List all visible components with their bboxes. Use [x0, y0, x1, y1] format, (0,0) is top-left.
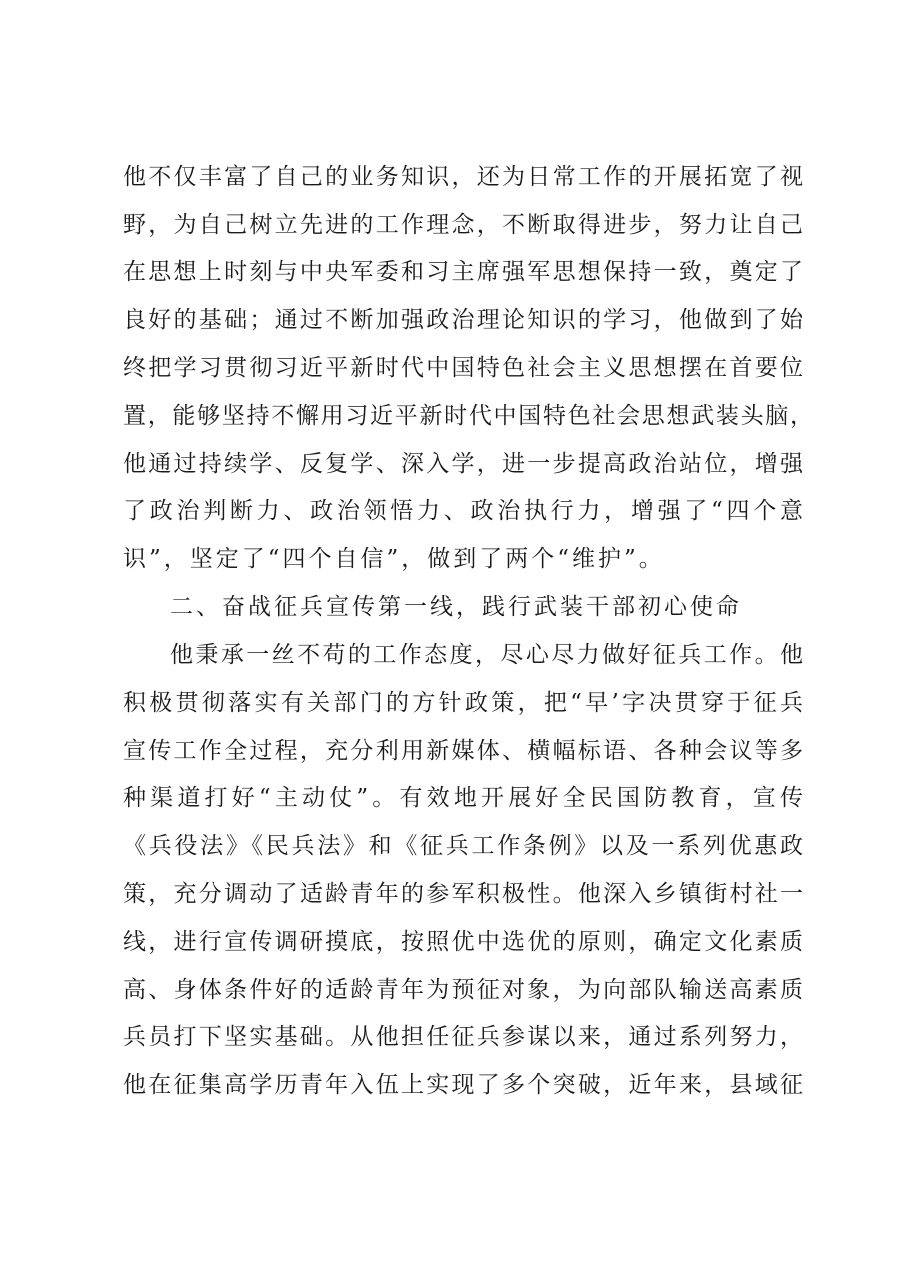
text-line: 置，能够坚持不懈用习近平新时代中国特色社会思想武装头脑， — [123, 403, 813, 429]
text-line: 野，为自己树立先进的工作理念，不断取得进步，努力让自己 — [123, 212, 803, 238]
text-line: 他秉承一丝不苟的工作态度，尽心尽力做好征兵工作。他 — [170, 642, 803, 668]
text-line: 在思想上时刻与中央军委和习主席强军思想保持一致，奠定了 — [123, 259, 803, 285]
text-line: 兵员打下坚实基础。从他担任征兵参谋以来，通过系列努力， — [123, 1024, 803, 1050]
text-line: 了政治判断力、政治领悟力、政治执行力，增强了“四个意 — [123, 498, 803, 524]
text-line: 他在征集高学历青年入伍上实现了多个突破，近年来，县域征 — [123, 1072, 803, 1098]
text-line: 他通过持续学、反复学、深入学，进一步提高政治站位，增强 — [123, 451, 803, 477]
text-line: 积极贯彻落实有关部门的方针政策，把“早’字决贯穿于征兵 — [123, 690, 803, 716]
text-line: 良好的基础；通过不断加强政治理论知识的学习，他做到了始 — [123, 307, 803, 333]
text-line: 种渠道打好“主动仗”。有效地开展好全民国防教育，宣传 — [123, 785, 803, 811]
text-line: 宣传工作全过程，充分利用新媒体、横幅标语、各种会议等多 — [123, 738, 803, 764]
text-line: 他不仅丰富了自己的业务知识，还为日常工作的开展拓宽了视 — [123, 164, 803, 190]
text-line: 策，充分调动了适龄青年的参军积极性。他深入乡镇街村社一 — [123, 881, 803, 907]
section-heading: 二、奋战征兵宣传第一线，践行武装干部初心使命 — [170, 594, 742, 620]
text-line: 终把学习贯彻习近平新时代中国特色社会主义思想摆在首要位 — [123, 355, 803, 381]
text-line: 识”，坚定了“四个自信”，做到了两个“维护”。 — [123, 546, 665, 572]
text-line: 《兵役法》《民兵法》和《征兵工作条例》以及一系列优惠政 — [123, 833, 803, 859]
text-line: 线，进行宣传调研摸底，按照优中选优的原则，确定文化素质 — [123, 929, 803, 955]
text-line: 高、身体条件好的适龄青年为预征对象，为向部队输送高素质 — [123, 977, 803, 1003]
